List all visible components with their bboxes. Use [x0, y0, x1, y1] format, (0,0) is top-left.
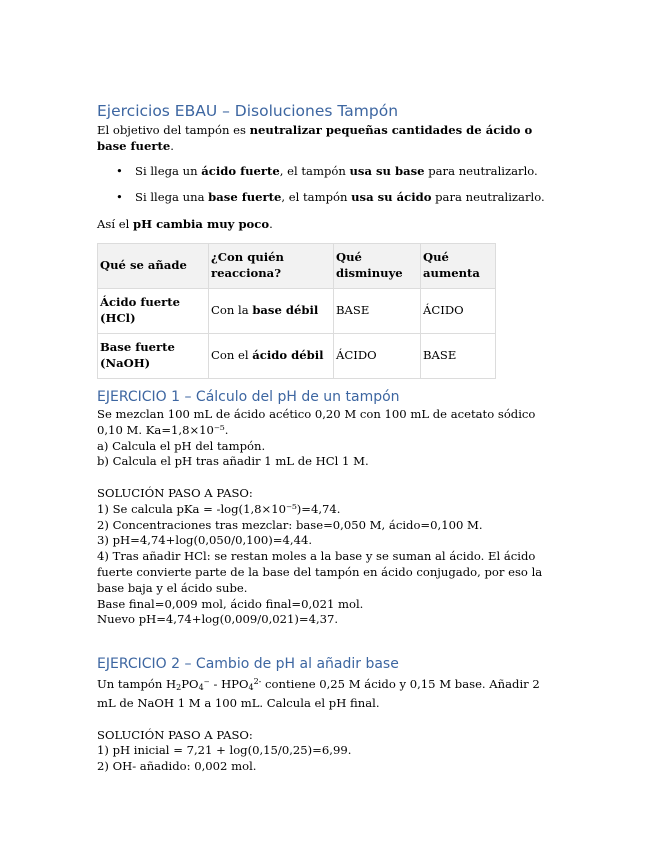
solution-step: Nuevo pH=4,74+log(0,009/0,021)=4,37.: [97, 612, 339, 627]
bullet-list: [97, 164, 559, 207]
solution-step: 2) OH- añadido: 0,002 mol.: [97, 759, 257, 774]
table-cell: [98, 288, 209, 333]
bullet-text: , el tampón: [279, 163, 350, 178]
bullet-item: [97, 164, 559, 180]
bullet-bold: ácido fuerte: [201, 163, 280, 178]
intro-bold: neutralizar pequeñas cantidades de ácido o base fuerte: [97, 123, 533, 153]
intro-paragraph: [97, 123, 559, 155]
intro-text: El objetivo del tampón es: [97, 123, 250, 137]
bullet-bold: usa su base: [349, 163, 425, 178]
bullet-bold: usa su ácido: [351, 190, 432, 205]
cell-bold: Base fuerte (NaOH): [100, 340, 175, 370]
summary-end: .: [269, 217, 273, 232]
statement-text: PO: [181, 677, 199, 692]
table-header-row: [98, 243, 496, 288]
statement-text: ⁻ - HPO: [203, 677, 249, 692]
table-cell: BASE: [421, 333, 496, 378]
subscript: 4: [248, 683, 254, 693]
bullet-item: [97, 190, 559, 206]
exercise-1-heading: EJERCICIO 1 – Cálculo del pH de un tampón: [97, 388, 400, 405]
solution-label: SOLUCIÓN PASO A PASO:: [97, 485, 253, 500]
table-header-cell: Qué aumenta: [421, 243, 496, 288]
exercise-2-statement: [97, 674, 559, 712]
summary-bold: pH cambia muy poco: [132, 217, 270, 232]
solution-step: Base final=0,009 mol, ácido final=0,021 mol.: [97, 596, 364, 611]
intro-end: .: [170, 138, 174, 153]
buffer-table: [97, 243, 496, 379]
cell-text: Con la: [211, 303, 253, 318]
table-cell: ÁCIDO: [421, 288, 496, 333]
exercise-1-question-a: a) Calcula el pH del tampón.: [97, 438, 266, 453]
bullet-text: , el tampón: [281, 190, 352, 205]
table-header-cell: Qué se añade: [98, 243, 209, 288]
table-header-cell: ¿Con quién reacciona?: [209, 243, 334, 288]
bullet-text: para neutralizarlo.: [431, 190, 545, 205]
table-cell: ÁCIDO: [334, 333, 421, 378]
solution-step: 2) Concentraciones tras mezclar: base=0,050 M, ácido=0,100 M.: [97, 517, 483, 532]
bullet-text: Si llega una: [135, 190, 209, 205]
solution-step: 1) Se calcula pKa = -log(1,8×10⁻⁵)=4,74.: [97, 501, 341, 516]
table-cell: BASE: [334, 288, 421, 333]
table-header-cell: Qué disminuye: [334, 243, 421, 288]
subscript: 4: [198, 683, 204, 693]
table-row: [98, 288, 496, 333]
cell-bold: base débil: [252, 303, 319, 318]
table-cell: [98, 333, 209, 378]
exercise-1-statement: Se mezclan 100 mL de ácido acético 0,20 M con 100 mL de acetato sódico 0,10 M. Ka=1,8×10⁻⁵.: [97, 406, 536, 437]
table-row: [98, 333, 496, 378]
summary-paragraph: [97, 217, 559, 233]
exercise-2-heading: EJERCICIO 2 – Cambio de pH al añadir base: [97, 656, 399, 673]
solution-step: 1) pH inicial = 7,21 + log(0,15/0,25)=6,99.: [97, 743, 352, 758]
cell-bold: ácido débil: [252, 348, 324, 363]
bullet-icon: •: [116, 163, 123, 178]
bullet-icon: •: [116, 190, 123, 205]
cell-bold: Ácido fuerte (HCl): [100, 295, 180, 325]
cell-text: Con el: [211, 348, 253, 363]
document-content: [97, 101, 559, 775]
bullet-bold: base fuerte: [208, 190, 282, 205]
statement-text: Un tampón H: [97, 677, 177, 692]
solution-step: 4) Tras añadir HCl: se restan moles a la base y se suman al ácido. El ácido fuerte convierte parte de la base del tampón en ácido conjugado, por eso la base baja y el ácido sube.: [97, 549, 543, 595]
solution-step: 3) pH=4,74+log(0,050/0,100)=4,44.: [97, 533, 313, 548]
exercise-1-question-b: b) Calcula el pH tras añadir 1 mL de HCl 1 M.: [97, 454, 369, 469]
bullet-text: para neutralizarlo.: [424, 163, 538, 178]
superscript: 2-: [253, 677, 262, 687]
statement-text: contiene 0,25 M ácido y 0,15 M base. Añadir 2 mL de NaOH 1 M a 100 mL. Calcula el pH final.: [97, 677, 540, 710]
table-cell: [209, 288, 334, 333]
table-cell: [209, 333, 334, 378]
bullet-text: Si llega un: [135, 163, 202, 178]
solution-label: SOLUCIÓN PASO A PASO:: [97, 727, 253, 742]
summary-text: Así el: [97, 217, 133, 232]
subscript: 2: [176, 683, 182, 693]
page-title: Ejercicios EBAU – Disoluciones Tampón: [97, 102, 399, 120]
